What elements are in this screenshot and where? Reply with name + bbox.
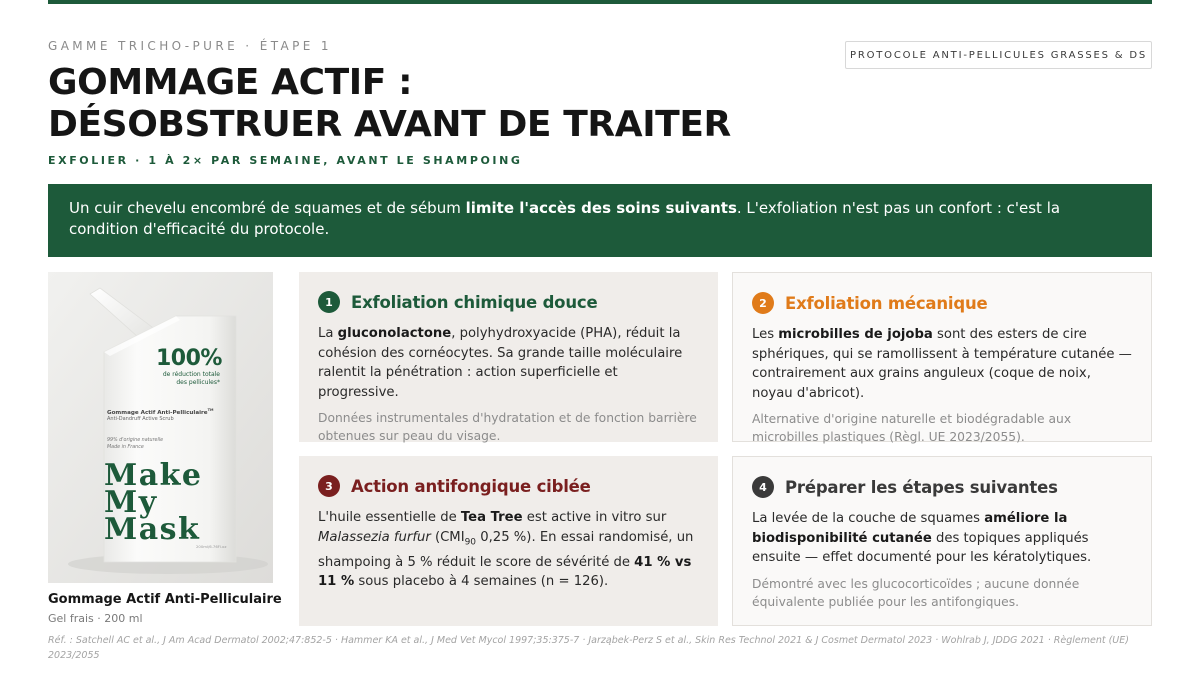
product-image: [48, 272, 273, 583]
intro-banner: [48, 184, 1152, 257]
card-body-text: sont des esters de cire sphériques, qui se ramollissent à température cutanée — contrairement aux grains anguleux (coque de noix, noyau d'abricot).: [752, 327, 1132, 401]
card-body-subscript: 90: [464, 537, 477, 548]
step-number-badge: 4: [752, 476, 774, 498]
brand-line-1: Make: [104, 458, 203, 493]
brand-line-2: My: [104, 485, 158, 520]
product-claim-1: de réduction totale: [162, 371, 220, 378]
card-antifungal-action: [299, 456, 718, 626]
card-header: [318, 474, 699, 498]
card-prepare-next-steps: [732, 456, 1152, 626]
product-label-origin: 99% d'origine naturelle: [107, 438, 164, 443]
card-body-bold: gluconolactone: [337, 326, 452, 341]
product-percent: 100%: [156, 346, 222, 371]
brand-logo: [104, 458, 203, 547]
card-body-text: sous placebo à 4 semaines (n = 126).: [354, 574, 609, 590]
product-name: Gommage Actif Anti-Pelliculaire: [48, 592, 282, 607]
card-body-bold: microbilles de jojoba: [778, 327, 933, 342]
card-chemical-exfoliation: [299, 272, 718, 442]
banner-text-bold: limite l'accès des soins suivants: [465, 199, 737, 217]
card-body: [752, 325, 1132, 403]
card-body-text: , polyhydroxyacide (PHA), réduit la cohésion des cornéocytes. Sa grande taille moléculaire ralentit la pénétration : action superficielle et progressive.: [318, 326, 683, 400]
card-body-text: des topiques appliqués ensuite — effet documenté pour les kératolytiques.: [752, 530, 1092, 565]
title-line-2: DÉSOBSTRUER AVANT DE TRAITER: [48, 104, 731, 145]
product-claim-2: des pellicules*: [176, 379, 220, 386]
step-number-badge: 3: [318, 475, 340, 497]
card-title: Exfoliation chimique douce: [351, 292, 598, 312]
card-body-text: La: [318, 326, 338, 341]
card-note: Alternative d'origine naturelle et biodégradable aux microbilles plastiques (Règl. UE 2023/2055).: [752, 412, 1072, 444]
title-line-1: GOMMAGE ACTIF :: [48, 62, 413, 103]
product-volume: 200ml/6.76Fl.oz: [196, 544, 227, 549]
card-header: [752, 475, 1132, 499]
eyebrow-label: GAMME TRICHO-PURE · ÉTAPE 1: [48, 39, 332, 53]
page-title: [48, 62, 808, 146]
card-body-bold: Tea Tree: [460, 510, 523, 525]
card-body-text: (CMI: [430, 529, 465, 545]
card-body-text: Les: [752, 327, 779, 342]
product-label-en: Anti-Dandruff Active Scrub: [107, 416, 174, 422]
card-body-text: La levée de la couche de squames: [752, 511, 985, 526]
card-body: [752, 509, 1132, 568]
card-title: Préparer les étapes suivantes: [785, 477, 1058, 497]
banner-text-2: . L'exfoliation n'est pas un confort : c'est la condition d'efficacité du protocole.: [69, 199, 1061, 238]
step-number-badge: 2: [752, 292, 774, 314]
card-body-text: est active in vitro sur: [522, 510, 667, 525]
card-body: [318, 324, 699, 402]
card-body-bold: 41 % vs 11 %: [318, 554, 692, 590]
card-body-italic: Malassezia furfur: [318, 529, 431, 545]
card-body: [318, 508, 699, 592]
card-body-text: 0,25 %). En essai randomisé, un shampoing à 5 % réduit le score de sévérité de: [318, 529, 694, 570]
references: Réf. : Satchell AC et al., J Am Acad Dermatol 2002;47:852-5 · Hammer KA et al., J Med Vet Mycol 1997;35:375-7 · Jarząbek-Perz S et al., Skin Res Technol 2021 & J Cosmet Dermatol 2023 · Wohlrab J, JDDG 2021 · Règlement (UE) 2023/2055: [48, 635, 1129, 661]
card-body-bold: améliore la biodisponibilité cutanée: [752, 511, 1068, 546]
card-mechanical-exfoliation: [732, 272, 1152, 442]
product-subtitle: Gel frais · 200 ml: [48, 612, 143, 625]
top-accent-bar: [48, 0, 1152, 4]
brand-line-3: Mask: [104, 512, 201, 547]
card-header: [318, 290, 699, 314]
card-note: Données instrumentales d'hydratation et de fonction barrière obtenues sur peau du visage.: [318, 411, 697, 443]
card-body-text: L'huile essentielle de: [318, 510, 461, 525]
product-label-name: [107, 408, 213, 416]
banner-text-1: Un cuir chevelu encombré de squames et de sébum: [69, 199, 466, 217]
card-title: Action antifongique ciblée: [351, 476, 591, 496]
card-header: [752, 291, 1132, 315]
product-label-name-text: Gommage Actif Anti-Pelliculaire: [107, 409, 208, 416]
card-note: Démontré avec les glucocorticoïdes ; aucune donnée équivalente publiée pour les antifongiques.: [752, 576, 1080, 609]
step-number-badge: 1: [318, 291, 340, 313]
trademark-mark: TM: [207, 408, 214, 412]
protocol-badge: PROTOCOLE ANTI-PELLICULES GRASSES & DS: [845, 41, 1152, 69]
card-title: Exfoliation mécanique: [785, 293, 988, 313]
product-label-made: Made in France: [107, 445, 144, 450]
page-subtitle: EXFOLIER · 1 À 2× PAR SEMAINE, AVANT LE SHAMPOING: [48, 154, 523, 167]
